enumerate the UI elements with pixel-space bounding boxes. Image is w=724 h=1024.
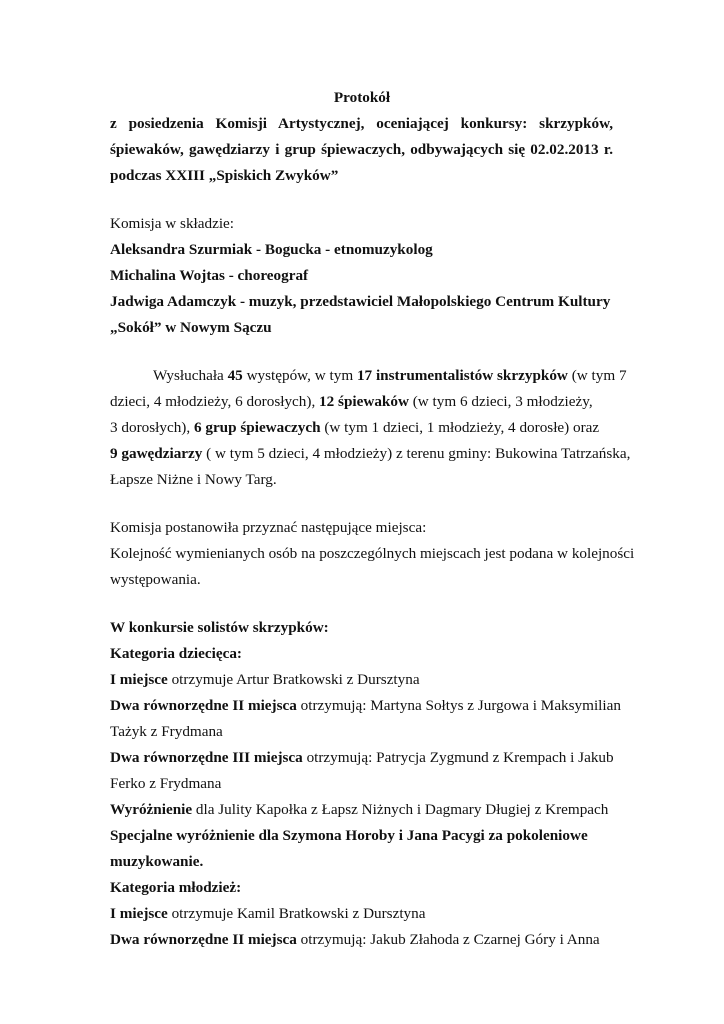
award-label: Wyróżnienie	[110, 801, 193, 818]
award-line	[110, 748, 614, 768]
summary-line-3	[110, 418, 599, 438]
summary-line-2	[110, 392, 593, 412]
subtitle-line-3: podczas XXIII „Spiskich Zwyków”	[110, 167, 339, 184]
summary-text: (w tym 7	[567, 367, 627, 384]
award-line-cont: Tażyk z Frydmana	[110, 723, 223, 740]
award-line	[110, 800, 608, 820]
decision-line-2: Kolejność wymienianych osób na poszczególnych miejscach jest podana w kolejności	[110, 545, 635, 562]
summary-line-1	[153, 366, 627, 386]
category-children: Kategoria dziecięca:	[110, 645, 242, 662]
category-youth: Kategoria młodzież:	[110, 879, 242, 896]
committee-member-3-cont: „Sokół” w Nowym Sączu	[110, 319, 272, 336]
summary-text: dzieci, 4 młodzieży, 6 dorosłych),	[110, 393, 320, 410]
award-line	[110, 670, 420, 690]
summary-text: występów, w tym	[242, 367, 357, 384]
award-label: Dwa równorzędne III miejsca	[110, 749, 303, 766]
violin-heading: W konkursie solistów skrzypków:	[110, 619, 329, 636]
summary-line-5: Łapsze Niżne i Nowy Targ.	[110, 471, 277, 488]
award-text: otrzymuje Artur Bratkowski z Dursztyna	[167, 671, 420, 688]
summary-text: 3 dorosłych),	[110, 419, 194, 436]
summary-violinists: 17 instrumentalistów skrzypków	[356, 367, 568, 384]
award-label: Dwa równorzędne II miejsca	[110, 931, 297, 948]
special-award: Specjalne wyróżnienie dla Szymona Horoby i Jana Pacygi za pokoleniowe	[110, 827, 588, 844]
award-line-cont: Ferko z Frydmana	[110, 775, 222, 792]
summary-storytellers: 9 gawędziarzy	[110, 445, 203, 462]
summary-text: (w tym 6 dzieci, 3 młodzieży,	[408, 393, 593, 410]
award-line	[110, 930, 600, 950]
summary-text: (w tym 1 dzieci, 1 młodzieży, 4 dorosłe) oraz	[320, 419, 600, 436]
decision-line-3: występowania.	[110, 571, 201, 588]
award-line	[110, 904, 426, 924]
summary-text: Wysłuchała	[153, 367, 228, 384]
subtitle-line-2: śpiewaków, gawędziarzy i grup śpiewaczych, odbywających się 02.02.2013 r.	[110, 141, 613, 158]
award-line	[110, 696, 621, 716]
award-text: otrzymują: Jakub Złahoda z Czarnej Góry i Anna	[296, 931, 600, 948]
award-label: I miejsce	[110, 905, 168, 922]
document-title: Protokół	[333, 89, 391, 106]
award-text: dla Julity Kapołka z Łapsz Niżnych i Dagmary Długiej z Krempach	[192, 801, 609, 818]
decision-line-1: Komisja postanowiła przyznać następujące miejsca:	[110, 519, 427, 536]
summary-singers: 12 śpiewaków	[319, 393, 409, 410]
committee-member-1: Aleksandra Szurmiak - Bogucka - etnomuzykolog	[110, 241, 433, 258]
award-text: otrzymują: Patrycja Zygmund z Krempach i Jakub	[302, 749, 614, 766]
award-text: otrzymują: Martyna Sołtys z Jurgowa i Maksymilian	[296, 697, 621, 714]
committee-member-3: Jadwiga Adamczyk - muzyk, przedstawiciel Małopolskiego Centrum Kultury	[110, 293, 611, 310]
summary-groups: 6 grup śpiewaczych	[193, 419, 321, 436]
summary-line-4	[110, 444, 630, 464]
award-text: otrzymuje Kamil Bratkowski z Dursztyna	[167, 905, 426, 922]
award-label: Dwa równorzędne II miejsca	[110, 697, 297, 714]
subtitle-line-1: z posiedzenia Komisji Artystycznej, oceniającej konkursy: skrzypków,	[110, 115, 613, 132]
award-label: I miejsce	[110, 671, 168, 688]
summary-total: 45	[227, 367, 243, 384]
summary-text: ( w tym 5 dzieci, 4 młodzieży) z terenu gminy: Bukowina Tatrzańska,	[202, 445, 631, 462]
special-award-cont: muzykowanie.	[110, 853, 204, 870]
committee-member-2: Michalina Wojtas - choreograf	[110, 267, 309, 284]
committee-intro: Komisja w składzie:	[110, 215, 235, 232]
